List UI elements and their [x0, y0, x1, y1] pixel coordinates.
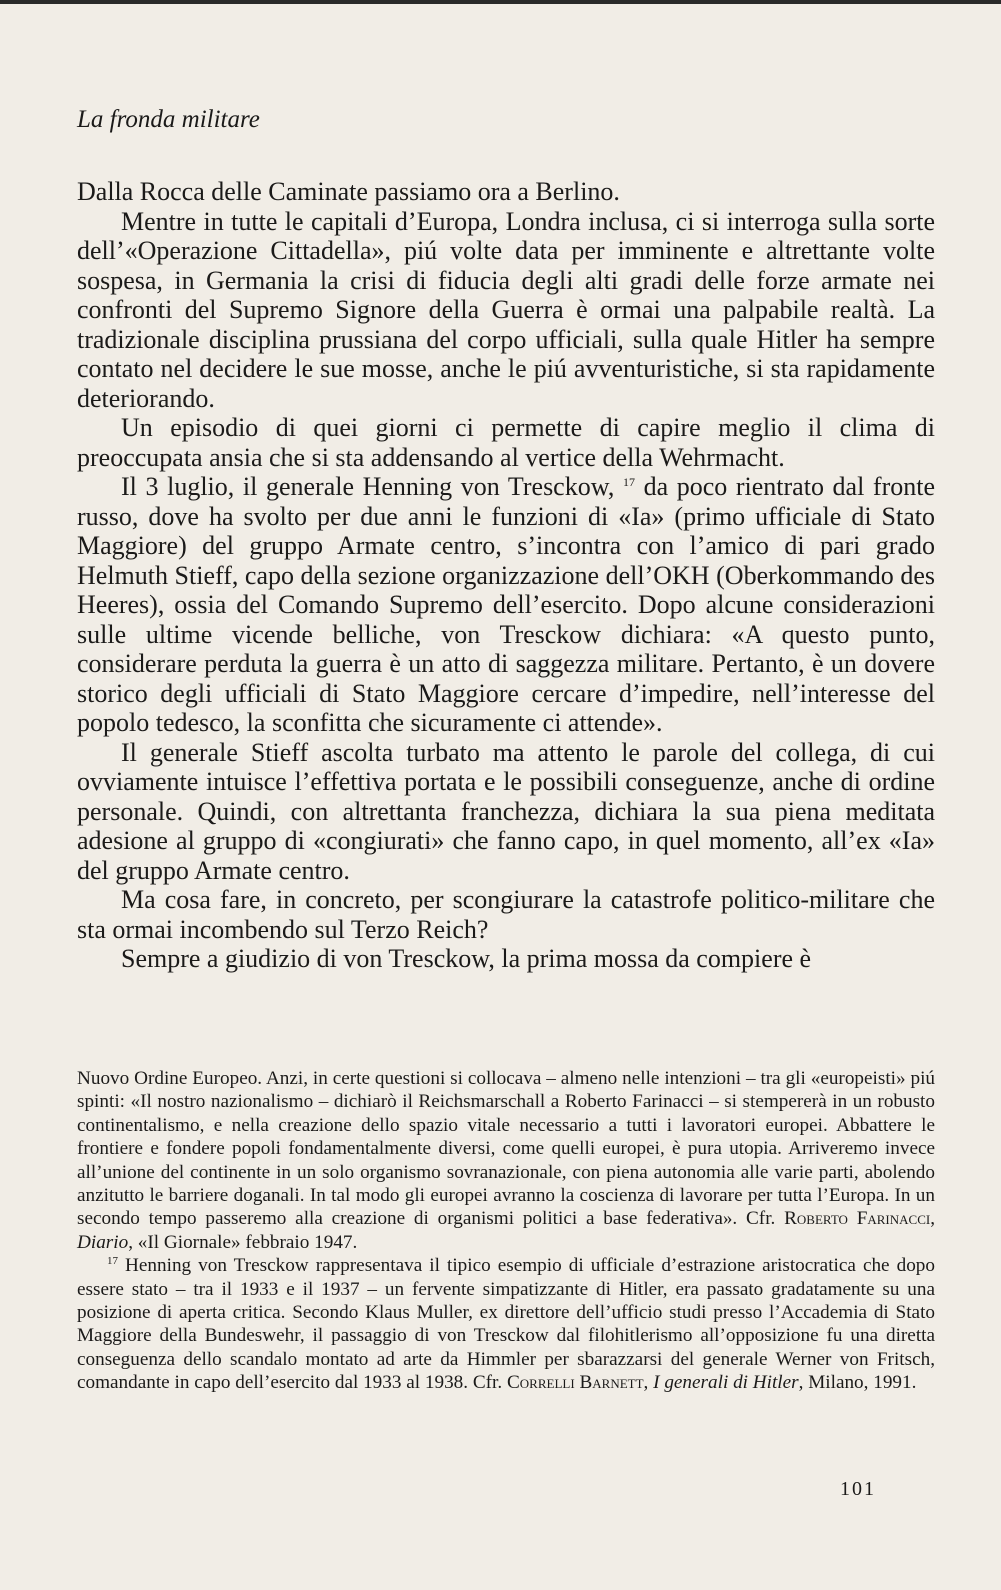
footnote-continued-text: Nuovo Ordine Europeo. Anzi, in certe questioni si collocava – almeno nelle intenzioni – tra gli «europeisti» piú spinti: «Il nostro nazionalismo – dichiarò il Reichsmarschall a Roberto Farinacci – si stempererà in un robusto continentalismo, e nella creazione dello spazio vitale necessario a tutti i lavoratori europei. Abbattere le frontiere e fondere popoli fondamentalmente diversi, come quelli europei, è pura utopia. Arriveremo invece all’unione del continente in un solo organismo sovranazionale, con piena autonomia alle varie parti, abolendo anzitutto le barriere doganali. In tal modo gli europei avranno la coscienza di lavorare per tutta l’Europa. In un secondo tempo passeremo alla creazione di organismi politici a base federativa». Cfr.	[77, 1068, 935, 1230]
footnote-ref-17: 17	[622, 475, 635, 489]
footnote-continued-tail: , «Il Giornale» febbraio 1947.	[128, 1231, 358, 1253]
paragraph-5: Il generale Stieff ascolta turbato ma attento le parole del collega, di cui ovviamente intuisce l’effettiva portata e le possibili conseguenze, anche di ordine personale. Quindi, con altrettanta franchezza, dichiara la sua piena meditata adesione al gruppo di «congiurati» che fanno capo, in quel momento, all’ex «Ia» del gruppo Armate centro.	[77, 737, 935, 885]
page-content	[77, 105, 935, 974]
paragraph-4-start: Il 3 luglio, il generale Henning von Tresckow,	[121, 472, 615, 501]
footnote-17: $^{17}$ Henning von Tresckow rappresentava il tipico esempio di ufficiale d’estrazione aristocratica che dopo essere stato – tra il 1933 e il 1937 – un fervente simpatizzante di Hitler, era passato gradatamente su una posizione di aperta critica. Secondo Klaus Muller, ex direttore dell’ufficio studi presso l’Accademia di Stato Maggiore della Bundeswehr, il passaggio di von Tresckow dal filohitlerismo all’opposizione fu una diretta conseguenza dello scandalo montato ad arte da Himmler per sbarazzarsi del generale Werner von Fritsch, comandante in capo dell’esercito dal 1933 al 1938. Cfr. Correlli Barnett, I generali di Hitler, Milano, 1991.	[77, 1255, 935, 1394]
paragraph-1: Dalla Rocca delle Caminate passiamo ora a Berlino.	[77, 177, 620, 206]
footnotes	[77, 1067, 935, 1395]
footnote-17-title: I generali di Hitler	[653, 1372, 799, 1394]
body-text	[77, 177, 935, 974]
page-top-edge	[0, 0, 1001, 4]
footnote-continued-author: Roberto Farinacci	[784, 1208, 931, 1230]
footnote-17-author: Correlli Barnett	[507, 1372, 644, 1394]
paragraph-7: Sempre a giudizio di von Tresckow, la prima mossa da compiere è	[121, 944, 812, 973]
footnote-17-text: Henning von Tresckow rappresentava il tipico esempio di ufficiale d’estrazione aristocratica che dopo essere stato – tra il 1933 e il 1937 – un fervente simpatizzante di Hitler, era passato gradatamente su una posizione di aperta critica. Secondo Klaus Muller, ex direttore dell’ufficio studi presso l’Accademia di Stato Maggiore della Bundeswehr, il passaggio di von Tresckow dal filohitlerismo all’opposizione fu una diretta conseguenza dello scandalo montato ad arte da Himmler per sbarazzarsi del generale Werner von Fritsch, comandante in capo dell’esercito dal 1933 al 1938. Cfr.	[77, 1255, 935, 1394]
footnote-17-number: 17	[107, 1255, 118, 1268]
paragraph-6: Ma cosa fare, in concreto, per scongiurare la catastrofe politico-militare che sta ormai incombendo sul Terzo Reich?	[77, 885, 935, 944]
paragraph-4-rest: da poco rientrato dal fronte russo, dove ha svolto per due anni le funzioni di «Ia» (primo ufficiale di Stato Maggiore) del gruppo Armate centro, s’incontra con l’amico di pari grado Helmuth Stieff, capo della sezione organizzazione dell’OKH (Oberkommando des Heeres), ossia del Comando Supremo dell’esercito. Dopo alcune considerazioni sulle ultime vicende belliche, von Tresckow dichiara: «A questo punto, considerare perduta la guerra è un atto di saggezza militare. Pertanto, è un dovere storico degli ufficiali di Stato Maggiore cercare d’impedire, nell’interesse del popolo tedesco, la sconfitta che sicuramente ci attende».	[77, 472, 936, 737]
footnote-continued: Nuovo Ordine Europeo. Anzi, in certe questioni si collocava – almeno nelle intenzioni – tra gli «europeisti» piú spinti: «Il nostro nazionalismo – dichiarò il Reichsmarschall a Roberto Farinacci – si stempererà in un robusto continentalismo, e nella creazione dello spazio vitale necessario a tutti i lavoratori europei. Abbattere le frontiere e fondere popoli fondamentalmente diversi, come quelli europei, è pura utopia. Arriveremo invece all’unione del continente in un solo organismo sovranazionale, con piena autonomia alle varie parti, abolendo anzitutto le barriere doganali. In tal modo gli europei avranno la coscienza di lavorare per tutta l’Europa. In un secondo tempo passeremo alla creazione di organismi politici a base federativa». Cfr. Roberto Farinacci, Diario, «Il Giornale» febbraio 1947.	[77, 1068, 935, 1253]
running-header: La fronda militare	[77, 106, 260, 133]
footnote-continued-title: Diario	[77, 1231, 129, 1253]
footnote-17-tail: , Milano, 1991.	[798, 1372, 917, 1394]
paragraph-2: Mentre in tutte le capitali d’Europa, Londra inclusa, ci si interroga sulla sorte dell’«Operazione Cittadella», piú volte data per imminente e altrettante volte sospesa, in Germania la crisi di fiducia degli alti gradi delle forze armate nei confronti del Supremo Signore della Guerra è ormai una palpabile realtà. La tradizionale disciplina prussiana del corpo ufficiali, sulla quale Hitler ha sempre contato nel decidere le sue mosse, anche le piú avventuristiche, si sta rapidamente deteriorando.	[77, 206, 935, 413]
paragraph-4	[77, 472, 935, 738]
paragraph-3: Un episodio di quei giorni ci permette di capire meglio il clima di preoccupata ansia che si sta addensando al vertice della Wehrmacht.	[77, 413, 935, 472]
page-number: 101	[840, 1478, 876, 1500]
